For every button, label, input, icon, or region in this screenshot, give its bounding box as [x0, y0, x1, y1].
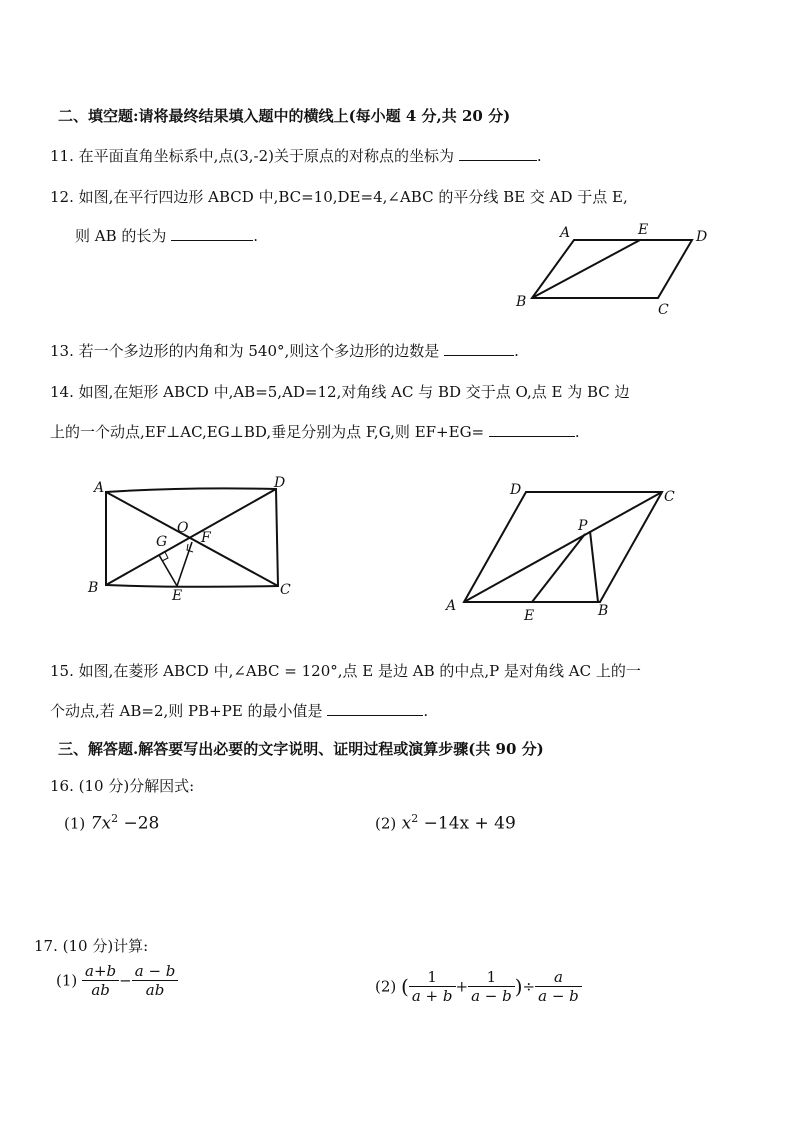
section-2-instruction: 请将最终结果填入题中的横线上 [138, 107, 349, 125]
label-e: E [524, 608, 535, 624]
q16-p2-rest: −14x + 49 [418, 813, 516, 834]
question-14-text: 上的一个动点,EF⊥AC,EG⊥BD,垂足分别为点 F,G,则 EF+EG= [50, 423, 485, 441]
question-16-part-2 [375, 812, 516, 834]
label-o: O [177, 520, 189, 536]
label-d: D [510, 482, 522, 498]
answer-blank-15[interactable] [327, 701, 423, 716]
q17-p2-num-1: 1 [409, 968, 456, 987]
question-13 [50, 340, 519, 361]
label-e: E [172, 588, 183, 602]
q17-p1-fraction-2 [132, 962, 179, 999]
q17-p2-fraction-3 [535, 968, 582, 1005]
answer-blank-13[interactable] [444, 341, 514, 356]
label-a: A [446, 598, 457, 614]
q17-p1-num-1: a+b [82, 962, 119, 981]
q17-p2-fraction-2 [468, 968, 515, 1005]
segment-pe [532, 534, 585, 602]
question-15-line-2 [50, 700, 428, 721]
label-f: F [201, 530, 211, 546]
question-17-part-2 [375, 968, 582, 1005]
label-p: P [578, 518, 588, 534]
question-11 [50, 145, 542, 166]
section-3-title: 三、解答题. [58, 740, 139, 758]
segment-pb [590, 531, 598, 602]
q17-p2-den-2: a − b [471, 987, 512, 1005]
q16-p1-label: (1) [64, 814, 86, 833]
q17-p2-den-1: a + b [411, 987, 453, 1005]
label-a: A [560, 225, 571, 241]
label-a: A [94, 480, 105, 496]
section-2-points: (每小题 4 分,共 20 分) [348, 107, 511, 125]
q16-p1-rest: −28 [118, 813, 160, 834]
q17-p1-label: (1) [56, 971, 78, 990]
q17-p2-den-3: a − b [538, 987, 579, 1005]
label-d: D [696, 229, 708, 245]
answer-blank-12[interactable] [171, 226, 253, 241]
question-11-tail: . [536, 147, 542, 165]
q17-p2-num-2: 1 [468, 968, 515, 987]
section-3-heading [58, 738, 544, 759]
q17-p2-plus: + [455, 977, 469, 996]
q17-p1-den-2: ab [145, 981, 165, 999]
question-11-text: 11. 在平面直角坐标系中,点(3,-2)关于原点的对称点的坐标为 [50, 147, 455, 165]
q16-p2-exponent: 2 [411, 812, 419, 825]
question-15-text: 个动点,若 AB=2,则 PB+PE 的最小值是 [50, 702, 323, 720]
label-c: C [280, 582, 291, 598]
label-b: B [598, 603, 609, 619]
question-12-line-1: 12. 如图,在平行四边形 ABCD 中,BC=10,DE=4,∠ABC 的平分线 BE 交 AD 于点 E, [50, 188, 628, 206]
q16-p1-term: 7x [90, 813, 112, 834]
q16-p2-label: (2) [375, 814, 397, 833]
question-16-part-1 [64, 812, 159, 834]
q17-p2-open-paren: ( [401, 974, 409, 999]
question-14-tail: . [574, 423, 580, 441]
label-e: E [638, 222, 649, 238]
question-17-title: 17. (10 分)计算: [34, 937, 149, 955]
q17-p1-num-2: a − b [132, 962, 179, 981]
q17-p2-divide: ÷ [522, 977, 536, 996]
label-c: C [658, 302, 669, 318]
question-17-part-1 [56, 962, 178, 999]
label-g: G [156, 534, 168, 550]
diagonal-ac [464, 492, 662, 602]
label-b: B [516, 294, 527, 310]
figure-15-rhombus [440, 478, 690, 624]
answer-blank-14[interactable] [489, 422, 575, 437]
question-13-tail: . [514, 342, 519, 360]
section-2-title: 二、填空题: [58, 107, 139, 125]
q17-p1-den-1: ab [91, 981, 110, 999]
figure-12-parallelogram [508, 218, 718, 318]
label-b: B [88, 580, 99, 596]
q17-p2-num-3: a [535, 968, 582, 987]
question-16-title: 16. (10 分)分解因式: [50, 777, 195, 795]
q17-p2-label: (2) [375, 977, 397, 996]
q17-p2-fraction-1 [409, 968, 456, 1005]
question-15-tail: . [423, 702, 429, 720]
label-d: D [274, 475, 286, 491]
question-12-line-2 [75, 225, 258, 246]
question-14-line-1: 14. 如图,在矩形 ABCD 中,AB=5,AD=12,对角线 AC 与 BD 交于点 O,点 E 为 BC 边 [50, 383, 630, 401]
question-12-tail: . [253, 227, 258, 245]
q17-p2-close-paren: ) [514, 974, 523, 999]
answer-blank-11[interactable] [459, 146, 537, 161]
question-13-text: 13. 若一个多边形的内角和为 540°,则这个多边形的边数是 [50, 342, 440, 360]
section-3-instruction: 解答要写出必要的文字说明、证明过程或演算步骤(共 90 分) [138, 740, 544, 758]
question-15-line-1: 15. 如图,在菱形 ABCD 中,∠ABC = 120°,点 E 是边 AB 的中点,P 是对角线 AC 上的一 [50, 662, 641, 680]
question-12-text: 则 AB 的长为 [75, 227, 167, 245]
question-14-line-2 [50, 421, 580, 442]
segment-be [532, 240, 640, 298]
parallelogram-abcd [532, 240, 692, 298]
q16-p2-var: x [401, 813, 412, 834]
q16-p1-exponent: 2 [111, 812, 119, 825]
q17-p1-minus: − [119, 971, 132, 990]
section-2-heading [58, 105, 510, 126]
diagonal-ac [106, 492, 278, 586]
label-c: C [664, 489, 675, 505]
figure-14-rectangle [84, 472, 300, 602]
q17-p1-fraction-1 [82, 962, 119, 999]
